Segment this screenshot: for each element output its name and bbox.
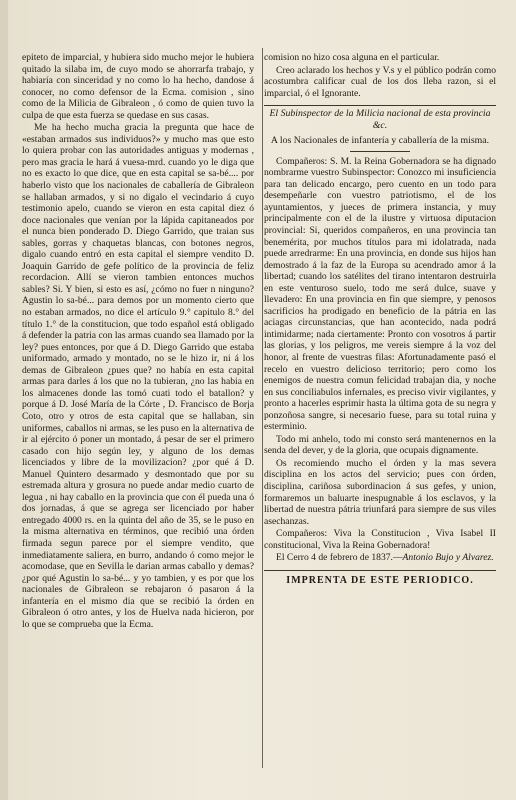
article-paragraph: Creo aclarado los hechos y V.s y el público podrán como acostumbra calificar cual de los dos lleba razon, si el imparcial, ó el Ignorante. (264, 64, 496, 99)
imprint: IMPRENTA DE ESTE PERIODICO. (286, 574, 474, 586)
place-date: El Cerro 4 de febrero de 1837.— (276, 552, 403, 564)
dedication-rule (350, 151, 410, 152)
article-paragraph: epiteto de imparcial, y hubiera sido mucho mejor le hubiera quitado la silaba im, de cuyo modo se ahorrarfa trabajo, y habiaría con sinceridad y no como lo ha hecho, dandose á conocer, no como defensor de la Ecma. comision , sino como de la Milicia de Gibraleon , ó como de quien tuvo la culpa de que esta fuerza se quedase en sus casas. (22, 52, 254, 121)
right-column (264, 52, 496, 586)
article-paragraph: comision no hizo cosa alguna en el particular. (264, 52, 440, 63)
left-column (22, 52, 254, 630)
section-heading: El Subinspector de la Milicia nacional de esta provincia &c. (264, 105, 496, 131)
footer-rule (264, 570, 496, 571)
proclamation-paragraph: Compañeros: S. M. la Reina Gobernadora se ha dignado nombrarme vuestro Subinspector: Conozco mi insuficiencia para tan delicado encargo, pero cuento en un todo para desempeñarle con vuestro patriotismo, el de los ayuntamientos, y jueces de primera instancia, y muy principalmente con el de la ilustre y virtuosa diputacion provincial: Si, queridos compañeros, en una provincia tan benemérita, por muchos títulos para mi idolatrada, nada puede arredrarme: En una provincia, en donde sus hijos han demostrado á la faz de la Europa su acendrado amor á la libertad; cuando los satélites del tirano intentaron destruirla en este venturoso suelo, todo me será dulce, suave y llevadero: En una provincia en fin que siempre, y penosos sacrificios ha prodigado en beneficio de la pátria en las aciagas circunstancias, que han acontecido, nada podrá intimidarme; nada ciertamente: Pronto con vosotros á partir las glorias, y los peligros, me vereis siempre á la voz del honor, al frente de vuestras filas: Afortunadamente pasó el recelo en vuestro delicioso territorio; pero como los enemigos de nuestra comun felicidad trabajan dia, y noche en sus conciliabulos infernales, es preciso vivir vigilantes, y pronto a hacerles esprimir hasta la última gota de su negra y ponzoñosa sangre, si necesario fuese, para su total ruina y esterminio. (264, 155, 496, 433)
page-gutter (0, 0, 8, 800)
proclamation-paragraph: Os recomiendo mucho el órden y la mas severa disciplina en los actos del servicio; pues con órden, disciplina, cariñosa subordinacion á sus gefes, y union, formaremos un baluarte inespugnable á los esclavos, y la libertad de nuestra pátria triunfará para siempre de sus viles asechanzas. (264, 457, 496, 527)
proclamation-paragraph: Todo mi anhelo, todo mi consto será mantenernos en la senda del dever, y de la gloria, que ocupais dignamente. (264, 433, 496, 457)
proclamation-paragraph: Compañeros: Viva la Constitucion , Viva Isabel II constitucional, Viva la Reina Gobernadora! (264, 528, 496, 551)
article-paragraph: Me ha hecho mucha gracia la pregunta que hace de «estaban armados sus individuos?» y mucho mas que esto lo quiera probar con las autoridades antiguas y modernas , pero mas gracia le hará á vuesa-mrd. cuando yo le diga que no es exacto lo que dice, que en esta capital se sa-bé.... por haberlo visto que los nacionales de caballería de Gibraleon se hallaban armados, y si no digalo el vecindario á cuyo testimonio apelo, cuando se vieron en esta capital diez ó doce nacionales que venían por la lápida capitaneados por el nunca bien ponderado D. Diego Garrido, que traian sus sables, gorras y chaquetas blancas, con botones negros, digalo cuando entró en esta capital el siempre vendito D. Joaquin Garrido de gefe político de la provincia de feliz recordacion. Allí se vieron tambien entonces muchos sables? Si. Y bien, si esto es así, ¿cómo no fuer n ninguno? Agustin lo sa-bé... para demos por un momento cierto que no estaban armados, no dice el artículo 9.° capitulo 8.° del título 1.° de la constitucion, que todo español está obligado á defender la patria con las armas cuando sea llamado por la ley? pues entonces, por que á D. Diego Garrido que estaba uniformado, armado y montado, no se le hizo ir, ni á los demas de Gibraleon ¿pues que? no había en esta capital armas para darles á los que no la tubieran, ¿no las habia en los almacenes donde las tomó cuati todo el batallon? y porque á D. José María de la Córte , D. Francisco de Borja Coto, otro y otros de esta capital que se hallaban, sin uniformes, caballos ni armas, se les puso en la alternativa de ir al ejército ó poner un montado, á pesar de ser el primero casado con hijo según ley, y alguno de los demas licenciados y libre de la movilizacion? ¿por qué á D. Manuel Quintero desarmado y desmontado que por su estremada altura y grosura no puede andar medio cuarto de legua , ni hay caballo en la provincia que con él pueda una ó dos jornadas, á que se agrega ser licenciado por haber entregado 4000 rs. en la quinta del año de 35, se le puso en la misma alternativa en términos, que recibió una órden firmada segun parece por el siempre vendito, que inmediatamente saliera, en burro, andando ó como mejor le acomodase, que en Sevilla le darian armas caballo y demas? ¿por qué Agustin lo sa-bé... y yo tambien, y es por que los nacionales de Gibraleon se rebajaron ó pasaron á la infantería en el mismo dia que se recibió la órden en Gibraleon ó otro antes, y los de Huelva nada hicieron, por lo que se comprueba que la Ecma. (22, 122, 254, 630)
dedication: A los Nacionales de infantería y caballería de la misma. (270, 135, 490, 147)
signature: Antonio Bujo y Alvarez. (402, 552, 494, 564)
closing-line (264, 552, 496, 564)
column-divider (262, 48, 263, 768)
